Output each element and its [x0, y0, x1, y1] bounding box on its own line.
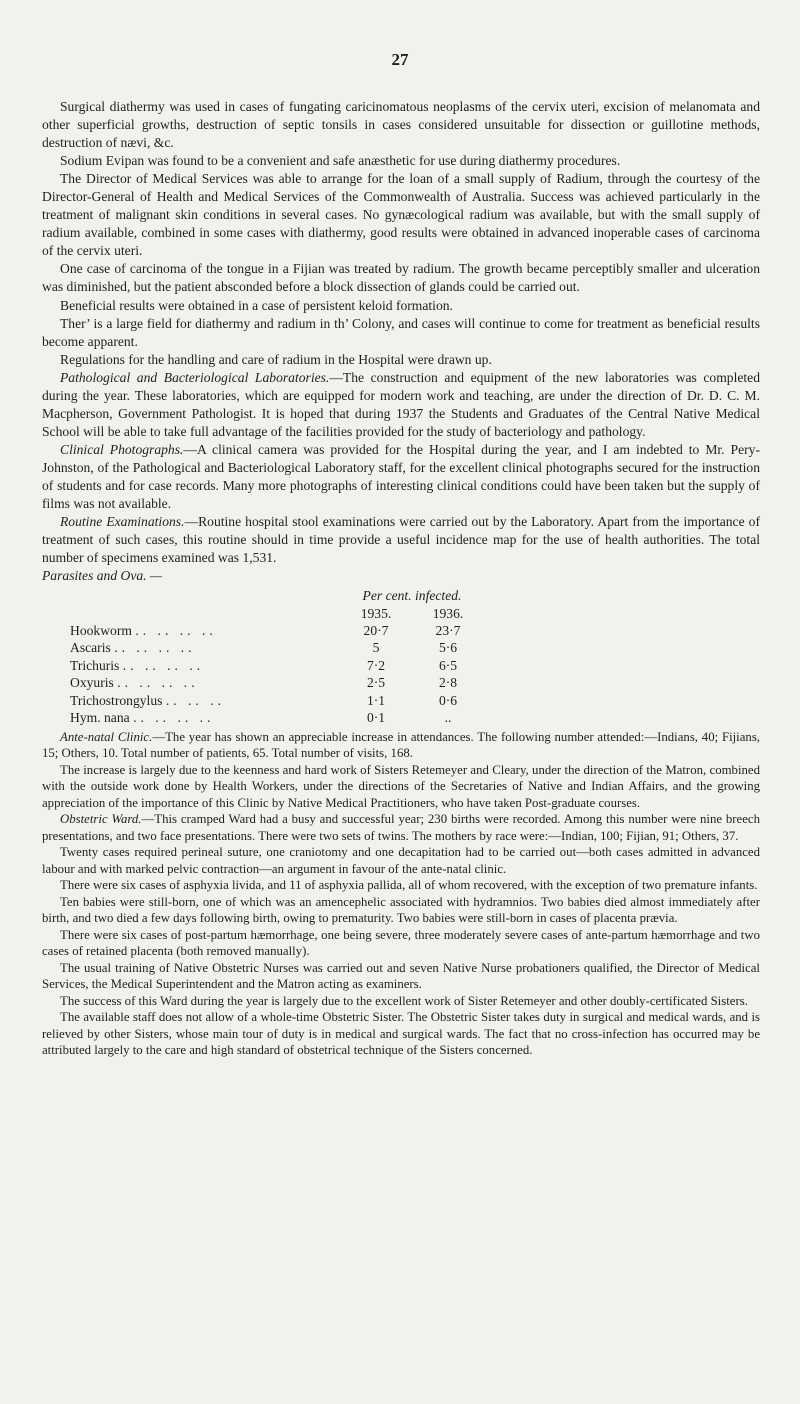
parasites-heading: Parasites and Ova. —: [42, 568, 163, 584]
paragraph: The available staff does not allow of a whole-time Obstetric Sister. The Obstetric Sister takes duty in surgical and medical wards, and is relieved by other Sisters, whose main tour of duty is in medical and surgical wards. The fact that no cross-infection has occurred may be attributed largely to the care and high standard of obstetrical technique of the Sisters concerned.: [42, 1010, 760, 1058]
parasite-name: Hookworm: [70, 623, 132, 639]
value-1935: 2·5: [366, 675, 386, 691]
section-text: —The year has shown an appreciable increase in attendances. The following number attended:—Indians, 40; Fijians, 15; Others, 10. Total number of patients, 65. Total number of visits, 168.: [42, 729, 760, 761]
section-title: Obstetric Ward.: [60, 812, 142, 827]
table-row: [70, 622, 484, 639]
parasite-name: Trichostrongylus: [70, 692, 163, 708]
value-1935: 0·1: [366, 710, 386, 726]
paragraph: Twenty cases required perineal suture, one craniotomy and one decapitation had to be carried out—both cases admitted in advanced labour and with marked pelvic contraction—an argument in favour of the ante-natal clinic.: [42, 845, 760, 876]
section-text: —Routine hospital stool examinations were carried out by the Laboratory. Apart from the importance of treatment of such cases, this routine should in time provide a useful incidence map for the use of health authorities. The total number of specimens examined was 1,531.: [42, 514, 760, 566]
paragraph: Beneficial results were obtained in a case of persistent keloid formation.: [60, 297, 453, 313]
section-obstetric: [42, 811, 760, 844]
table-row: [70, 692, 484, 709]
leader-dots: .. .. .. ..: [133, 710, 215, 726]
value-1935: 1·1: [366, 692, 386, 708]
leader-dots: .. .. .. ..: [117, 675, 199, 691]
leader-dots: .. .. ..: [165, 692, 225, 708]
column-header: Per cent. infected.: [362, 588, 462, 604]
value-1936: 5·6: [438, 640, 458, 656]
value-1935: 5: [372, 640, 380, 656]
section-routine: [42, 513, 760, 567]
paragraph: The success of this Ward during the year is largely due to the excellent work of Sister Retemeyer and other doubly-certificated Sisters.: [60, 993, 748, 1008]
parasite-name: Trichuris: [70, 657, 120, 673]
value-1936: 0·6: [438, 692, 458, 708]
value-1936: 2·8: [438, 675, 458, 691]
value-1935: 7·2: [366, 657, 386, 673]
parasites-table: [70, 587, 484, 726]
parasite-name: Hym. nana: [70, 710, 130, 726]
value-1935: 20·7: [363, 623, 389, 639]
table-row: [70, 674, 484, 691]
paragraph: Surgical diathermy was used in cases of fungating caricinomatous neoplasms of the cervix uteri, excision of melanomata and other superficial growths, destruction of septic tonsils in cases considered unsuitable for dissection or guillotine methods, destruction of nævi, &c.: [42, 99, 760, 151]
value-1936: 6·5: [438, 657, 458, 673]
parasite-name: Oxyuris: [70, 675, 114, 691]
value-1936: ..: [444, 710, 452, 726]
section-antenatal: [42, 729, 760, 762]
leader-dots: .. .. .. ..: [122, 657, 205, 673]
section-title: Routine Examinations.: [60, 514, 185, 530]
table-header-row: [70, 587, 484, 604]
paragraph: Ten babies were still-born, one of which was an amencephelic associated with hydramnios. Two babies died almost immediately after birth, and two died a few days following birth, owing to prematurity. Two babies were still-born in cases of placenta prævia.: [42, 894, 760, 926]
section-title: Ante-natal Clinic.: [60, 729, 153, 744]
paragraph: Regulations for the handling and care of radium in the Hospital were drawn up.: [60, 351, 492, 367]
section-pathological: [42, 369, 760, 441]
section-text: —A clinical camera was provided for the Hospital during the year, and I am indebted to Mr. Pery-Johnston, of the Pathological and Bacteriological Laboratory staff, for the excellent clinical photographs secured for the instruction of students and for case records. Many more photographs of interesting clinical conditions could have been taken but the supply of films was not available.: [42, 441, 760, 512]
parasite-name: Ascaris: [70, 640, 111, 656]
table-row: [70, 657, 484, 674]
document-body: [42, 98, 760, 1059]
year-header: 1936.: [432, 605, 464, 621]
section-photographs: [42, 441, 760, 513]
section-text: —This cramped Ward had a busy and successful year; 230 births were recorded. Among this number were nine breech presentations, and two face presentations. There were two sets of twins. The mothers by race were:—Indian, 100; Fijian, 91; Others, 37.: [42, 812, 760, 843]
paragraph: There were six cases of asphyxia livida, and 11 of asphyxia pallida, all of whom recovered, with the exception of two premature infants.: [60, 878, 758, 893]
year-header: 1935.: [360, 605, 392, 621]
paragraph: The increase is largely due to the keenness and hard work of Sisters Retemeyer and Cleary, under the direction of the Matron, combined with the outside work done by Health Workers, under the directions of the Secretaries of Native and Indian Affairs, and the growing appreciation of the importance of this Clinic by Native Medical Practitioners, who have taken Post-graduate courses.: [42, 762, 760, 810]
table-year-row: [70, 605, 484, 622]
paragraph: One case of carcinoma of the tongue in a Fijian was treated by radium. The growth became perceptibly smaller and ulceration was diminished, but the patient absconded before a block dissection of glands could be carried out.: [42, 261, 760, 295]
paragraph: Sodium Evipan was found to be a convenient and safe anæsthetic for use during diathermy procedures.: [60, 153, 621, 169]
table-row: [70, 709, 484, 726]
page-number: 27: [391, 50, 409, 69]
paragraph: The Director of Medical Services was able to arrange for the loan of a small supply of Radium, through the courtesy of the Director-General of Health and Medical Services of the Commonwealth of Australia. Success was achieved particularly in the treatment of malignant skin conditions in several cases. No gynæcological radium was available, but with the small supply of radium available, combined in some cases with diathermy, good results were obtained in advanced inoperable cases of carcinoma of the cervix uteri.: [42, 171, 760, 259]
paragraph: The usual training of Native Obstetric Nurses was carried out and seven Native Nurse probationers qualified, the Director of Medical Services, the Medical Superintendent and the Matron acting as examiners.: [42, 960, 760, 992]
paragraph: There were six cases of post-partum hæmorrhage, one being severe, three moderately severe cases of ante-partum hæmorrhage and two cases of retained placenta (both removed manually).: [42, 927, 760, 959]
leader-dots: .. .. .. ..: [135, 623, 217, 639]
leader-dots: .. .. .. ..: [114, 640, 196, 656]
section-text: —The construction and equipment of the new laboratories was completed during the year. These laboratories, which are equipped for modern work and teaching, are under the direction of Dr. D. C. M. Macpherson, Government Pathologist. It is hoped that during 1937 the Students and Graduates of the Central Native Medical School will be able to take full advantage of the facilities provided for the study of bacteriology and pathology.: [42, 369, 760, 439]
section-title: Clinical Photographs.: [60, 441, 184, 457]
section-title: Pathological and Bacteriological Laboratories.: [60, 369, 330, 385]
paragraph: Ther’ is a large field for diathermy and radium in th’ Colony, and cases will continue to come for treatment as beneficial results become apparent.: [42, 315, 760, 349]
table-row: [70, 639, 484, 656]
value-1936: 23·7: [435, 623, 461, 639]
